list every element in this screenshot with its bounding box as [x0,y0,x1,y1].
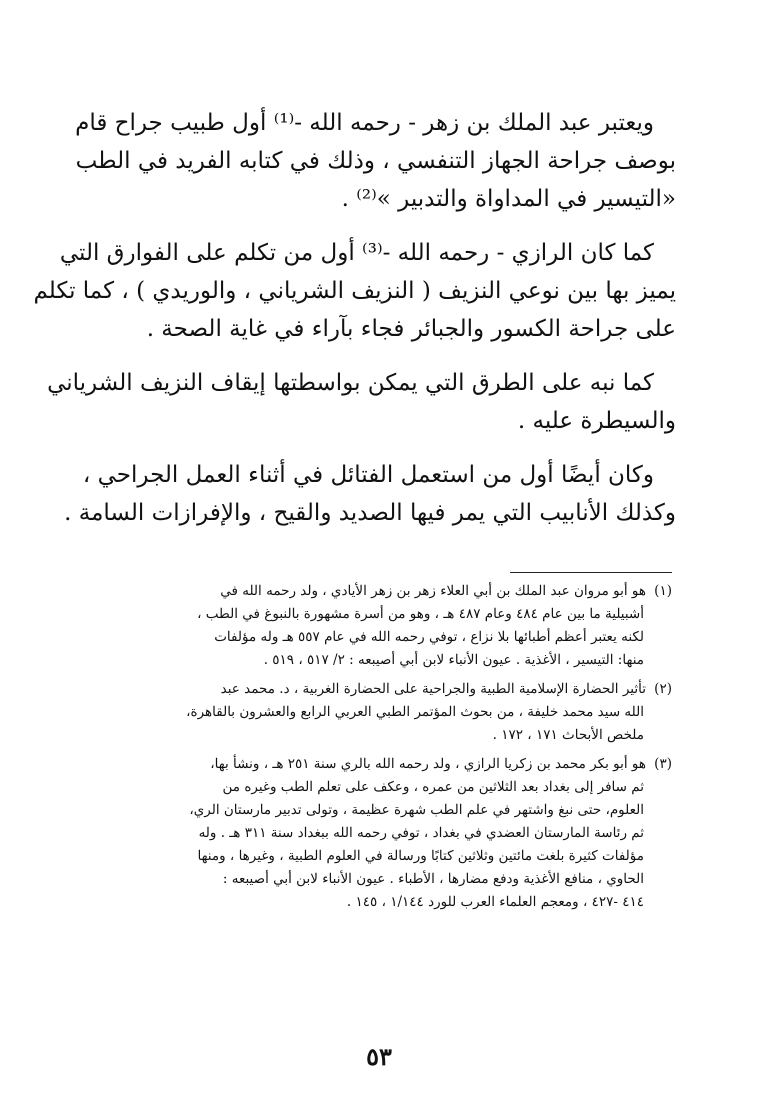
footnotes [92,580,672,920]
footnote-line: لكنه يعتبر أعظم أطبائها بلا نزاع ، توفي رحمه الله في عام ٥٥٧ هـ وله مؤلفات [214,629,644,645]
footnote-line: هو أبو مروان عبد الملك بن أبي العلاء زهر بن زهر الأيادي ، ولد رحمه الله في [220,583,646,599]
footnote-line: العلوم، حتى نبغ واشتهر في علم الطب شهرة عظيمة ، وتولى تدبير مارستان الري، [189,802,644,818]
paragraph [75,104,676,218]
text-line: كما كان الرازي - رحمه الله -⁽³⁾ أول من تكلم على الفوارق التي [59,240,654,266]
footnote-line: الله سيد محمد خليفة ، من بحوث المؤتمر الطبي العربي الرابع والعشرون بالقاهرة، [186,704,644,720]
footnote-line: منها: التيسير ، الأغذية . عيون الأنباء لابن أبي أصيبعه : ٢/ ٥١٧ ، ٥١٩ . [263,652,644,668]
footnote-number: (٣) [654,756,672,772]
footnote-line: تأثير الحضارة الإسلامية الطبية والجراحية على الحضارة الغربية ، د. محمد عبد [220,681,646,697]
footnote-line: ٤١٤ -٤٢٧ ، ومعجم العلماء العرب للورد ١/١٤٤ ، ١٤٥ . [346,894,644,910]
footnote-line: أشبيلية ما بين عام ٤٨٤ وعام ٤٨٧ هـ ، وهو من أسرة مشهورة بالنبوغ في الطب ، [197,606,644,622]
text-line: كما نبه على الطرق التي يمكن بواسطتها إيقاف النزيف الشرياني [47,370,654,396]
footnote-number: (٢) [654,681,672,697]
text-line: على جراحة الكسور والجبائر فجاء بآراء في غاية الصحة . [146,316,676,342]
text-line: والسيطرة عليه . [517,408,676,434]
footnote [92,753,672,914]
footnote-line: هو أبو بكر محمد بن زكريا الرازي ، ولد رحمه الله بالري سنة ٢٥١ هـ ، ونشأ بها، [210,756,646,772]
text-line: بوصف جراحة الجهاز التنفسي ، وذلك في كتابه الفريد في الطب [75,148,676,174]
footnote-line: ثم رئاسة المارستان العضدي في بغداد ، توفي رحمه الله ببغداد سنة ٣١١ هـ . وله [198,825,644,841]
footnote-line: مؤلفات كثيرة بلغت مائتين وثلاثين كتابًا ورسالة في العلوم الطبية ، وغيرها ، ومنها [197,848,644,864]
text-line: وكان أيضًا أول من استعمل الفتائل في أثناء العمل الجراحي ، [82,462,654,488]
footnote-line: ملخص الأبحاث ١٧١ ، ١٧٢ . [492,727,644,743]
footnote-separator [510,572,672,573]
footnote [92,580,672,672]
text-line: وكذلك الأنابيب التي يمر فيها الصديد والقيح ، والإفرازات السامة . [64,500,676,526]
text-line: «التيسير في المداواة والتدبير »⁽²⁾ . [341,186,676,212]
footnote-line: ثم سافر إلى بغداد بعد الثلاثين من عمره ، وعكف على تعلم الطب وغيره من [222,779,644,795]
main-text [33,104,676,548]
footnote-number: (١) [654,583,672,599]
paragraph [64,456,676,532]
paragraph [47,364,676,440]
footnote [92,678,672,747]
text-line: يميز بها بين نوعي النزيف ( النزيف الشرياني ، والوريدي ) ، كما تكلم [33,278,676,304]
paragraph [33,234,676,348]
footnote-line: الحاوي ، منافع الأغذية ودفع مضارها ، الأطباء . عيون الأنباء لابن أبي أصيبعه : [222,871,644,887]
page-number: ٥٣ [366,1042,392,1071]
text-line: ويعتبر عبد الملك بن زهر - رحمه الله -⁽¹⁾ أول طبيب جراح قام [75,110,654,136]
